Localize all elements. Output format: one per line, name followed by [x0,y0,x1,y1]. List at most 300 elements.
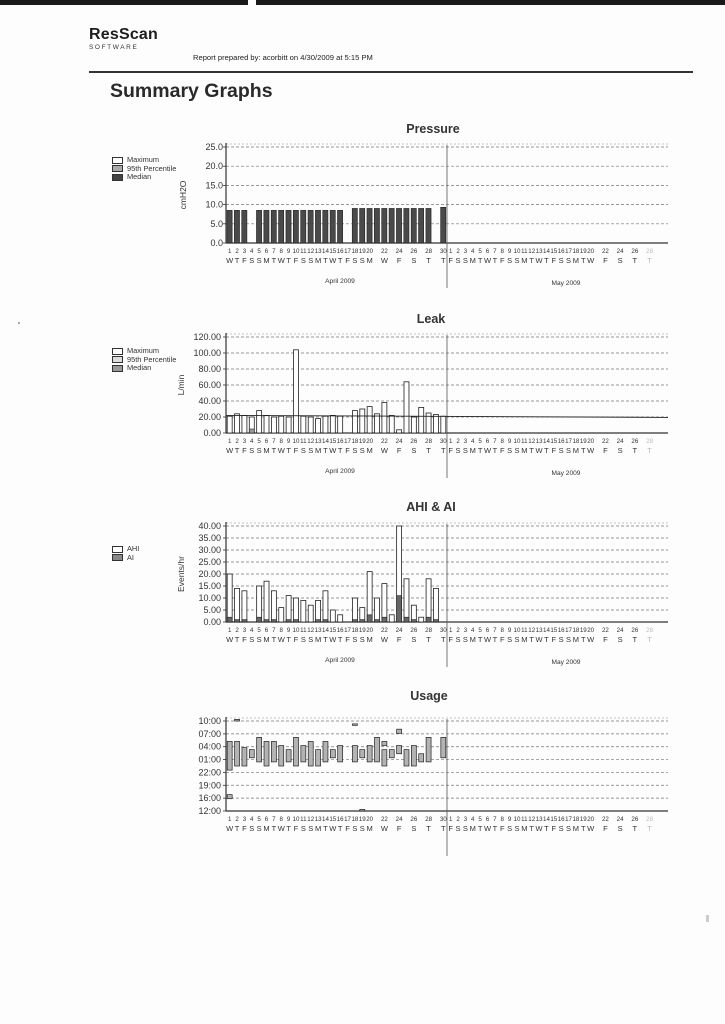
pressure-bar [256,210,261,243]
pressure-bar [323,210,328,243]
weekday-label: T [492,824,498,833]
weekday-label: W [587,635,595,644]
x-tick-label: 16 [336,816,344,823]
x-tick-label: 26 [410,438,418,445]
weekday-label: W [329,446,337,455]
weekday-label: W [277,446,285,455]
x-tick-label: 7 [272,438,276,445]
x-tick-label: 1 [448,438,453,445]
ahi-bar [389,615,394,622]
brand-name: ResScan [89,26,158,43]
x-tick-label: 10 [292,248,300,255]
weekday-label: T [492,256,498,265]
weekday-label: W [483,824,492,833]
weekday-label: W [483,256,492,265]
ai-bar [242,620,247,622]
ahi-bar [286,596,291,622]
weekday-label: S [455,824,461,833]
legend-label: Median [127,172,152,181]
weekday-label: S [462,446,468,455]
x-tick-label: 24 [395,438,403,445]
x-tick-label: 18 [351,248,359,255]
month-label-april: April 2009 [325,278,355,285]
usage-session-bar [286,750,291,762]
x-tick-label: 9 [286,627,291,634]
x-tick-label: 13 [535,438,543,445]
brand-subtitle: SOFTWARE [89,44,139,51]
weekday-label: S [558,256,564,265]
x-tick-label: 2 [235,248,239,255]
x-tick-label: 4 [471,248,475,255]
x-tick-label: 14 [543,438,550,445]
weekday-label: S [249,635,255,644]
weekday-label: M [366,256,373,265]
x-tick-label: 3 [242,438,247,445]
weekday-label: S [507,256,513,265]
weekday-label: T [441,635,446,644]
weekday-label: M [469,824,476,833]
x-tick-label: 15 [329,248,337,255]
weekday-label: W [226,635,234,644]
leak-max-bar [360,409,365,433]
weekday-label: W [329,824,337,833]
x-tick-label: 17 [565,627,572,634]
x-tick-label: 1 [227,248,232,255]
weekday-label: S [411,446,417,455]
report-prepared-line: Report prepared by: acorbitt on 4/30/2009 at 5:15 PM [193,53,373,62]
weekday-label: T [337,824,343,833]
weekday-label: S [455,446,461,455]
pressure-bar [308,210,313,243]
y-tick-label: 15.00 [198,581,221,591]
weekday-label: M [263,824,270,833]
weekday-label: S [352,635,358,644]
usage-session-bar [389,750,394,758]
weekday-label: F [448,824,453,833]
usage-session-bar [367,746,372,762]
leak-max-bar [419,407,424,433]
ahi-bar [301,600,306,622]
pressure-bar [286,210,291,243]
weekday-label: T [529,256,535,265]
weekday-label: F [396,824,402,833]
x-tick-label: 18 [351,627,359,634]
weekday-label: S [359,446,365,455]
y-tick-label: 10.0 [205,199,223,210]
weekday-label: S [514,446,520,455]
pressure-bar [301,210,306,243]
x-tick-label: 6 [485,816,490,823]
pressure-bar [360,208,365,243]
weekday-label: W [277,256,285,265]
x-tick-label: 26 [631,248,639,255]
weekday-label: T [337,635,343,644]
weekday-label: S [411,824,417,833]
weekday-label: S [359,824,365,833]
x-tick-label: 9 [286,816,291,823]
weekday-label: F [345,635,350,644]
legend-label: AHI [127,544,140,553]
weekday-label: M [572,824,580,833]
month-label-may: May 2009 [551,470,581,477]
weekday-label: F [242,635,247,644]
leak-max-bar [367,407,372,433]
x-tick-label: 22 [380,816,388,823]
x-tick-label: 11 [300,248,307,255]
weekday-label: M [366,635,373,644]
weekday-label: T [492,635,498,644]
weekday-label: T [286,446,291,455]
weekday-label: F [551,256,557,265]
x-tick-label: 9 [507,438,512,445]
weekday-label: T [580,635,586,644]
x-tick-label: 5 [257,816,261,823]
weekday-label: F [448,635,453,644]
leak-chart-title: Leak [416,312,446,326]
x-tick-label: 17 [344,816,351,823]
ahi-bar [352,598,357,622]
x-tick-label: 2 [235,438,239,445]
y-tick-label: 35.00 [198,533,221,543]
weekday-label: S [462,256,468,265]
weekday-label: M [572,446,580,455]
x-tick-label: 11 [521,438,528,445]
weekday-label: F [448,256,453,265]
legend-label: Maximum [127,155,160,164]
weekday-label: M [572,635,580,644]
usage-session-bar [397,729,402,733]
weekday-label: M [469,446,476,455]
weekday-label: T [323,635,328,644]
x-tick-label: 2 [456,627,460,634]
y-tick-label: 25.0 [205,142,223,152]
weekday-label: F [293,446,299,455]
usage-session-bar [271,741,276,761]
ai-bar [227,617,232,622]
weekday-label: W [226,824,234,833]
weekday-label: S [514,635,520,644]
weekday-label: S [558,635,564,644]
x-tick-label: 13 [314,438,322,445]
pressure-bar [227,210,232,243]
weekday-label: T [580,446,586,455]
x-tick-label: 19 [358,248,366,255]
weekday-label: F [603,256,608,265]
weekday-label: T [234,635,240,644]
weekday-label: T [323,446,328,455]
ai-bar [323,620,328,622]
weekday-label: F [293,256,299,265]
x-tick-label: 22 [601,248,609,255]
pressure-bar [234,210,239,243]
ahi-bar [426,579,431,622]
x-tick-label: 8 [279,248,283,255]
x-tick-label: 13 [535,627,543,634]
scan-speck [706,915,709,922]
weekday-label: W [277,635,285,644]
y-axis-title: Events/hr [176,556,186,592]
weekday-label: S [352,256,358,265]
ahi-bar [242,591,247,622]
weekday-label: T [426,824,431,833]
pressure-chart-title: Pressure [406,122,460,136]
x-tick-label: 5 [257,627,261,634]
usage-chart-title: Usage [410,689,448,703]
weekday-label: F [603,635,608,644]
weekday-label: W [587,256,595,265]
weekday-label: T [477,256,483,265]
pressure-bar [419,208,424,243]
y-tick-label: 20.00 [198,412,221,422]
x-tick-label: 8 [500,248,504,255]
weekday-label: W [535,824,543,833]
y-tick-label: 19:00 [198,780,221,791]
x-tick-label: 5 [257,438,261,445]
weekday-label: S [566,824,572,833]
x-tick-label: 12 [528,816,536,823]
weekday-label: S [462,824,468,833]
pressure-bar [242,210,247,243]
x-tick-label: 24 [616,816,624,823]
usage-session-bar [375,737,380,762]
weekday-label: F [499,256,505,265]
y-tick-label: 5.0 [210,218,223,229]
x-tick-label: 17 [344,438,351,445]
weekday-label: F [396,635,402,644]
weekday-label: T [529,446,535,455]
x-tick-label: 12 [528,438,536,445]
weekday-label: W [535,635,543,644]
weekday-label: T [337,256,343,265]
x-tick-label: 5 [257,248,261,255]
usage-session-bar [316,750,321,766]
weekday-label: F [293,824,299,833]
x-tick-label: 7 [493,248,497,255]
weekday-label: S [558,446,564,455]
x-tick-label: 13 [314,248,322,255]
weekday-label: T [647,256,652,265]
weekday-label: S [256,824,262,833]
leak-max-bar [433,415,438,433]
x-tick-label: 17 [344,248,351,255]
weekday-label: M [263,446,270,455]
weekday-label: S [308,446,314,455]
month-label-may: May 2009 [551,280,581,287]
ai-bar [433,620,438,622]
weekday-label: M [314,446,322,455]
y-axis-title: L/min [176,374,186,396]
x-tick-label: 14 [543,627,550,634]
ai-bar [397,596,402,622]
weekday-label: T [544,256,549,265]
x-tick-label: 9 [286,248,291,255]
ahi-bar [323,591,328,622]
usage-session-bar [352,746,357,762]
usage-session-bar [382,741,387,745]
weekday-label: F [499,635,505,644]
pressure-bar [338,210,343,243]
usage-session-bar [419,754,424,762]
weekday-label: W [483,446,492,455]
weekday-label: S [256,446,262,455]
x-tick-label: 15 [550,816,558,823]
leak-max-bar [308,417,313,433]
x-tick-label: 16 [336,248,344,255]
x-tick-label: 11 [300,438,307,445]
weekday-label: S [507,824,513,833]
usage-session-bar [330,750,335,758]
weekday-label: T [426,446,431,455]
usage-session-bar [360,809,365,811]
leak-max-bar [411,417,416,433]
ai-bar [426,617,431,622]
x-tick-label: 6 [264,438,269,445]
y-tick-label: 10:00 [198,716,221,726]
x-tick-label: 2 [235,627,239,634]
x-tick-label: 17 [565,438,572,445]
pressure-bar [279,210,284,243]
x-tick-label: 17 [344,627,351,634]
x-tick-label: 16 [557,438,565,445]
weekday-label: M [521,446,528,455]
y-tick-label: 15.0 [205,180,223,191]
weekday-label: M [572,256,580,265]
x-tick-label: 15 [329,627,337,634]
weekday-label: S [617,635,623,644]
ahi-bar [367,572,372,622]
usage-session-bar [249,750,254,758]
x-tick-label: 7 [272,248,276,255]
usage-session-bar [227,795,232,799]
ahi-bar [279,608,284,622]
month-label-may: May 2009 [551,659,581,666]
x-tick-label: 13 [314,627,322,634]
y-tick-label: 120.00 [193,332,221,342]
weekday-label: W [380,446,388,455]
weekday-label: M [469,635,476,644]
x-tick-label: 6 [264,627,269,634]
weekday-label: S [300,824,306,833]
ai-bar [316,620,321,622]
ahi-bar [382,584,387,622]
x-tick-label: 26 [410,627,418,634]
x-tick-label: 10 [513,627,521,634]
pressure-bar [441,207,446,243]
x-tick-label: 19 [579,816,587,823]
x-tick-label: 4 [471,627,475,634]
x-tick-label: 14 [543,248,550,255]
leak-max-bar [301,416,306,433]
weekday-label: W [587,446,595,455]
usage-session-bar [279,746,284,766]
weekday-label: T [441,824,446,833]
x-tick-label: 28 [646,248,654,255]
x-tick-label: 20 [366,627,374,634]
y-tick-label: 0.0 [210,238,223,248]
x-tick-label: 12 [307,627,315,634]
weekday-label: T [441,256,446,265]
weekday-label: F [499,824,505,833]
x-tick-label: 11 [521,816,528,823]
weekday-label: T [441,446,446,455]
x-tick-label: 16 [336,627,344,634]
weekday-label: S [566,635,572,644]
ai-bar [294,620,299,622]
weekday-label: T [492,446,498,455]
weekday-label: W [535,446,543,455]
x-tick-label: 19 [579,248,587,255]
weekday-label: W [587,824,595,833]
leak-max-bar [375,414,380,433]
pressure-bar [367,208,372,243]
y-tick-label: 0.00 [203,428,221,438]
ahi-bar [338,615,343,622]
weekday-label: W [226,446,234,455]
weekday-label: F [242,824,247,833]
y-tick-label: 07:00 [198,728,221,739]
usage-session-bar [257,737,262,762]
x-tick-label: 10 [292,816,300,823]
x-tick-label: 6 [264,248,269,255]
weekday-label: S [411,256,417,265]
x-tick-label: 20 [587,248,595,255]
x-tick-label: 19 [579,438,587,445]
weekday-label: M [521,635,528,644]
weekday-label: S [300,446,306,455]
x-tick-label: 22 [601,816,609,823]
weekday-label: T [632,256,638,265]
weekday-label: T [426,635,431,644]
weekday-label: T [529,824,535,833]
weekday-label: S [359,635,365,644]
weekday-label: T [477,635,483,644]
weekday-label: S [617,824,623,833]
weekday-label: T [632,446,638,455]
usage-session-bar [382,750,387,766]
x-tick-label: 9 [507,248,512,255]
weekday-label: T [234,446,240,455]
x-tick-label: 12 [528,627,536,634]
pressure-bar [404,208,409,243]
x-tick-label: 16 [557,248,565,255]
x-tick-label: 28 [425,248,433,255]
x-tick-label: 11 [521,248,528,255]
x-tick-label: 24 [395,248,403,255]
weekday-label: M [314,635,322,644]
weekday-label: F [345,446,350,455]
ai-bar [367,615,372,622]
weekday-label: S [249,824,255,833]
x-tick-label: 24 [616,627,624,634]
x-tick-label: 10 [513,816,521,823]
x-tick-label: 28 [425,627,433,634]
weekday-label: S [507,635,513,644]
weekday-label: W [277,824,285,833]
weekday-label: T [544,824,549,833]
x-tick-label: 22 [380,248,388,255]
leak-max-bar [352,411,357,433]
x-tick-label: 28 [646,816,654,823]
weekday-label: S [308,824,314,833]
y-tick-label: 04:00 [198,741,221,752]
x-tick-label: 16 [557,627,565,634]
x-tick-label: 17 [565,816,572,823]
x-tick-label: 8 [500,438,504,445]
weekday-label: T [323,256,328,265]
x-tick-label: 4 [250,438,254,445]
x-tick-label: 15 [329,438,337,445]
usage-session-bar [352,724,357,726]
